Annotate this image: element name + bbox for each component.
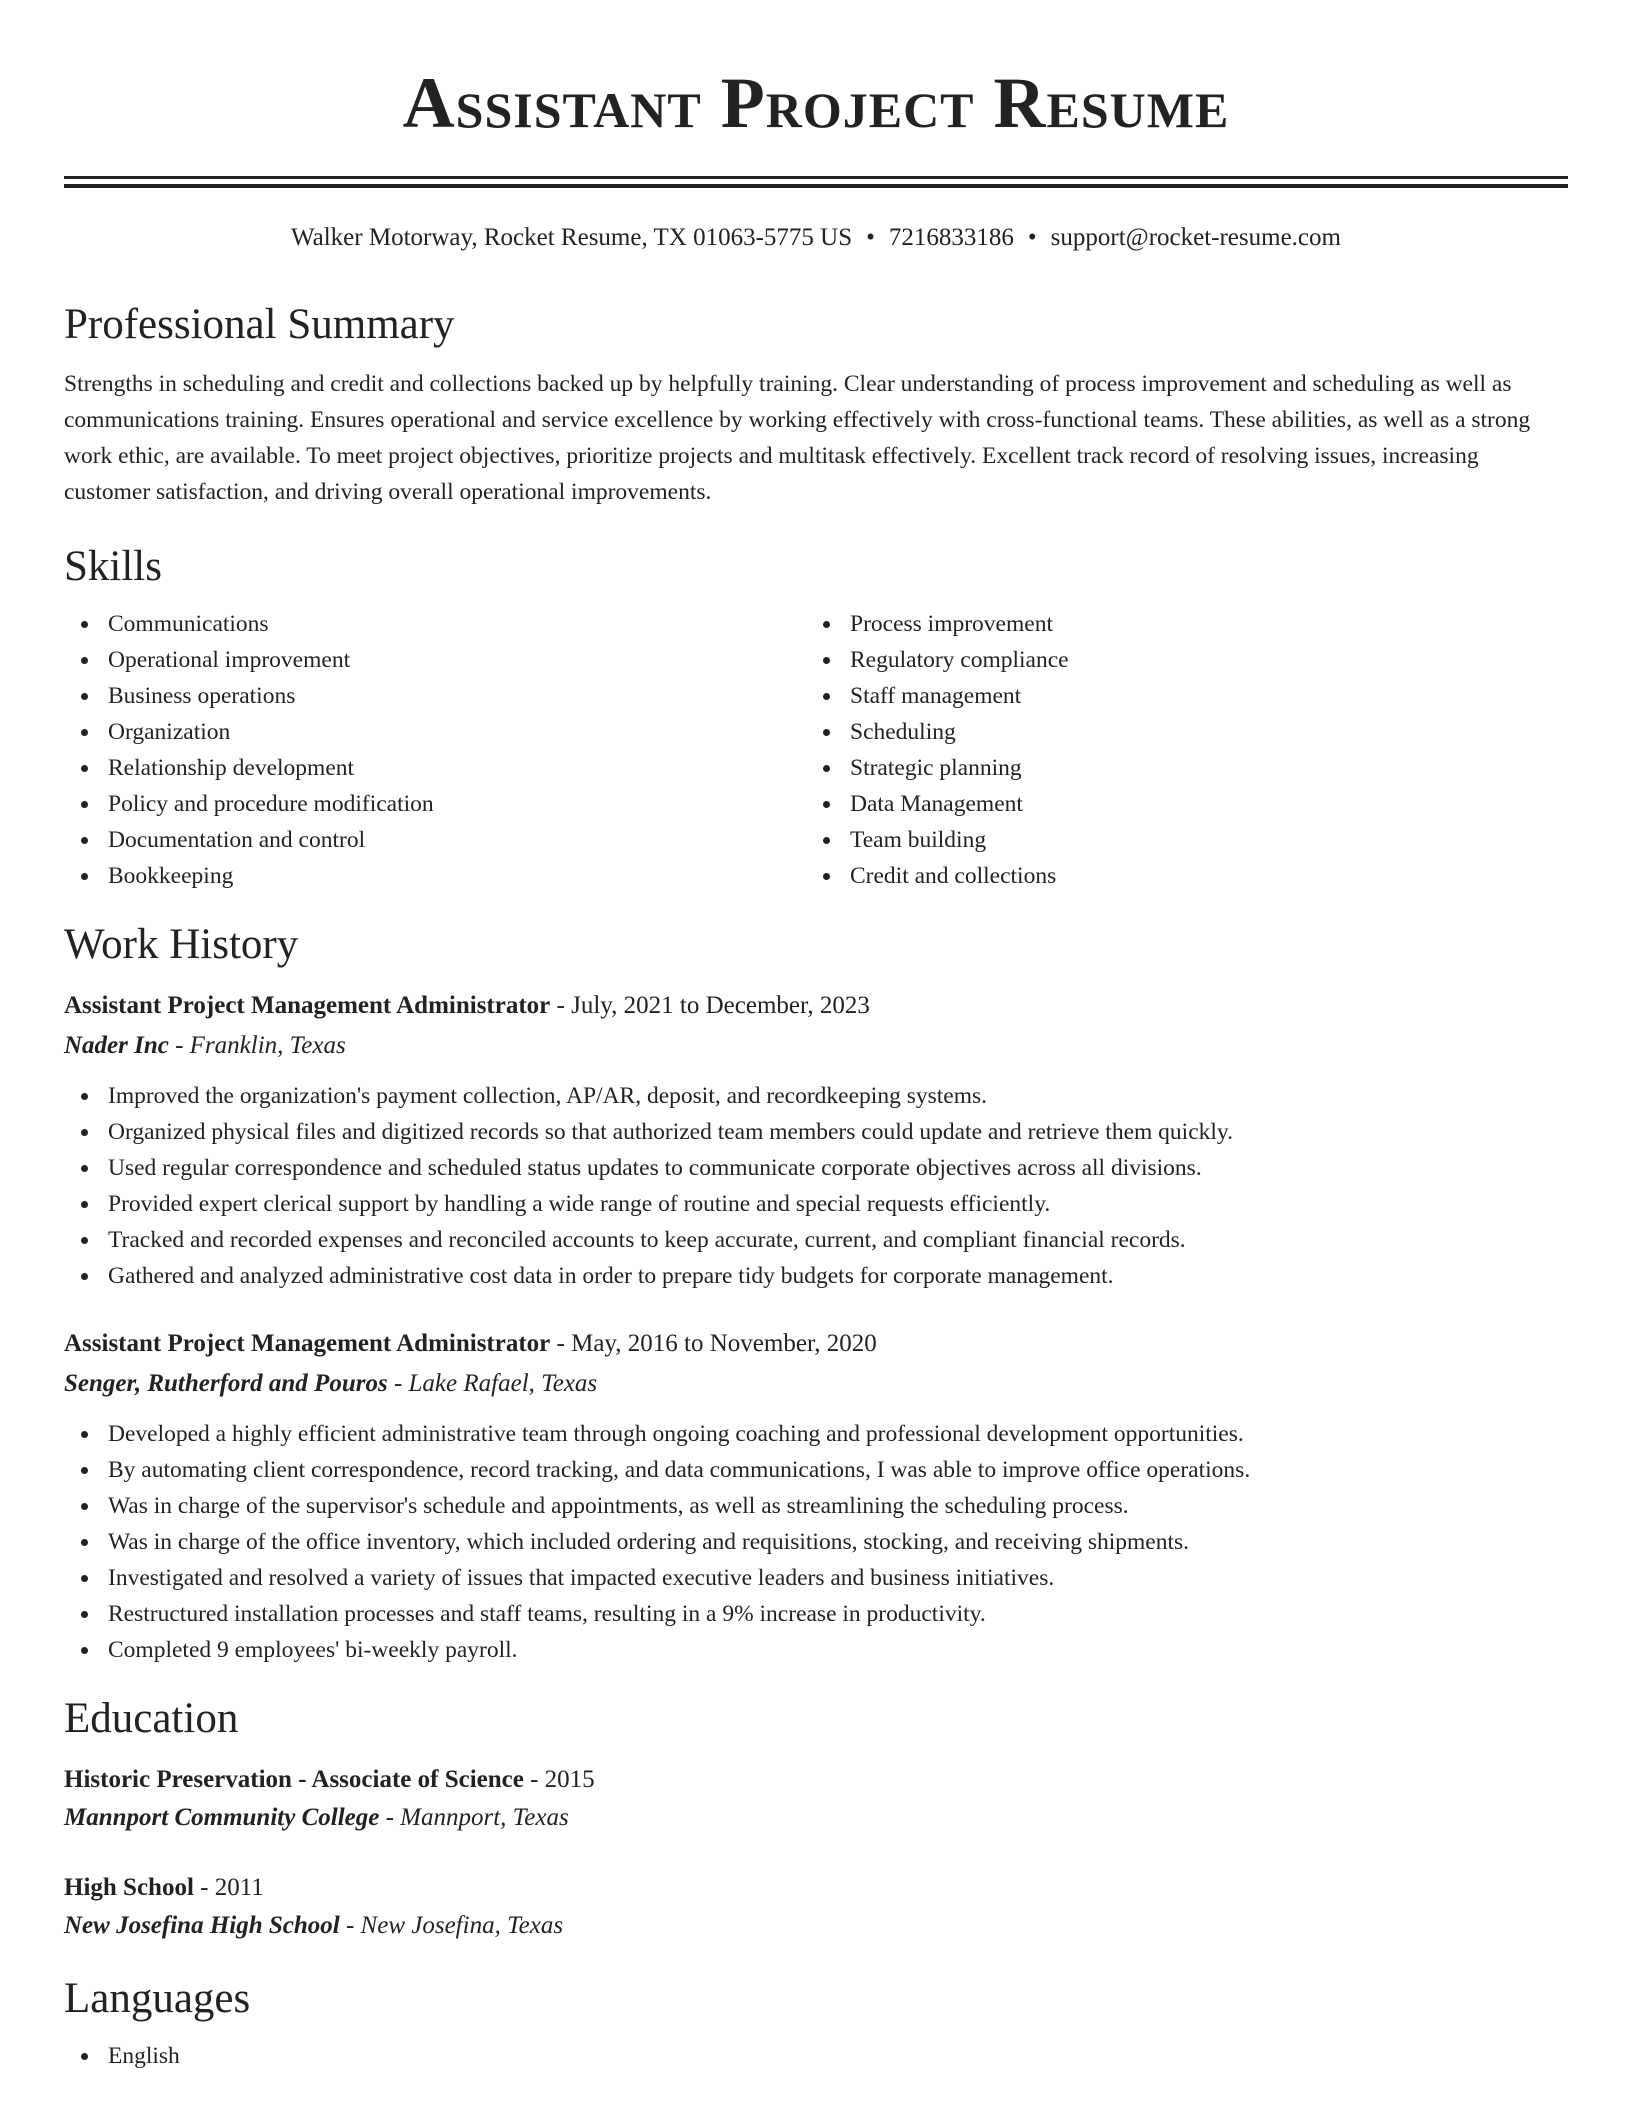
language-item: English: [64, 2038, 1568, 2074]
job-duty: Tracked and recorded expenses and reconciled accounts to keep accurate, current, and compliant financial records.: [64, 1222, 1568, 1258]
skills-column-right: [806, 606, 1548, 894]
skill-item: Regulatory compliance: [806, 642, 1548, 678]
job-duty: Completed 9 employees' bi-weekly payroll.: [64, 1632, 1568, 1668]
skill-item: Data Management: [806, 786, 1548, 822]
summary-text: Strengths in scheduling and credit and collections backed up by helpfully training. Clear understanding of process improvement and scheduling as well as communications training. Ensures operational and service excellence by working effectively with cross-functional teams. These abilities, as well as a strong work ethic, are available. To meet project objectives, prioritize projects and multitask effectively. Excellent track record of resolving issues, increasing customer satisfaction, and driving overall operational improvements.: [64, 371, 1531, 505]
job-duty: Improved the organization's payment collection, AP/AR, deposit, and recordkeeping systems.: [64, 1078, 1568, 1114]
education-institution: [64, 1800, 1568, 1836]
skill-item: Documentation and control: [64, 822, 806, 858]
skill-item: Process improvement: [806, 606, 1548, 642]
skill-item: Communications: [64, 606, 806, 642]
section-heading-languages: Languages: [64, 1975, 251, 2022]
skills-section: [64, 540, 1568, 894]
skills-column-left: [64, 606, 806, 894]
job-company: Nader Inc: [64, 1032, 169, 1059]
job-duty: Developed a highly efficient administrative team through ongoing coaching and professional development opportunities.: [64, 1416, 1568, 1452]
job-title: Assistant Project Management Administrator: [64, 992, 551, 1019]
skill-item: Organization: [64, 714, 806, 750]
skill-item: Business operations: [64, 678, 806, 714]
title-rule-thick: [64, 184, 1568, 188]
job-header: [64, 988, 1568, 1024]
section-heading-education: Education: [64, 1695, 239, 1742]
education-header: [64, 1870, 1568, 1906]
skill-item: Staff management: [806, 678, 1548, 714]
contact-address: Walker Motorway, Rocket Resume, TX 01063-5775 US: [291, 224, 853, 251]
education-school: Mannport Community College: [64, 1804, 380, 1831]
work-section: [64, 918, 1568, 1668]
job-dates: - May, 2016 to November, 2020: [556, 1330, 877, 1357]
skill-item: Credit and collections: [806, 858, 1548, 894]
job-duty: Provided expert clerical support by handling a wide range of routine and special requests efficiently.: [64, 1186, 1568, 1222]
education-location: - New Josefina, Texas: [345, 1912, 564, 1939]
job-entry: [64, 1326, 1568, 1668]
job-duty: Used regular correspondence and scheduled status updates to communicate corporate objectives across all divisions.: [64, 1150, 1568, 1186]
job-duty: Was in charge of the office inventory, which included ordering and requisitions, stocking, and receiving shipments.: [64, 1524, 1568, 1560]
title-rule-thin: [64, 176, 1568, 179]
job-entry: [64, 988, 1568, 1294]
job-duties: [64, 1078, 1568, 1294]
job-company: Senger, Rutherford and Pouros: [64, 1370, 388, 1397]
education-degree: Historic Preservation - Associate of Science: [64, 1766, 524, 1793]
contact-separator: •: [866, 224, 875, 251]
languages-list: [64, 2038, 1568, 2074]
job-header: [64, 1326, 1568, 1362]
job-duty: Restructured installation processes and staff teams, resulting in a 9% increase in productivity.: [64, 1596, 1568, 1632]
job-duty: By automating client correspondence, record tracking, and data communications, I was able to improve office operations.: [64, 1452, 1568, 1488]
skill-item: Scheduling: [806, 714, 1548, 750]
skill-item: Team building: [806, 822, 1548, 858]
job-location: - Lake Rafael, Texas: [393, 1370, 598, 1397]
resume-title: Assistant Project Resume: [402, 63, 1230, 143]
education-location: - Mannport, Texas: [385, 1804, 569, 1831]
education-degree: High School: [64, 1874, 194, 1901]
job-dates: - July, 2021 to December, 2023: [556, 992, 870, 1019]
education-entry: [64, 1762, 1568, 1836]
section-heading-summary: Professional Summary: [64, 301, 455, 348]
job-employer: [64, 1028, 1568, 1064]
education-year: - 2011: [200, 1874, 264, 1901]
contact-separator: •: [1027, 224, 1037, 251]
job-duty: Was in charge of the supervisor's schedule and appointments, as well as streamlining the scheduling process.: [64, 1488, 1568, 1524]
education-institution: [64, 1908, 1568, 1944]
skill-item: Policy and procedure modification: [64, 786, 806, 822]
education-school: New Josefina High School: [64, 1912, 340, 1939]
summary-section: [64, 298, 1568, 510]
job-duty: Investigated and resolved a variety of issues that impacted executive leaders and business initiatives.: [64, 1560, 1568, 1596]
section-heading-skills: Skills: [64, 543, 162, 590]
contact-email: support@rocket-resume.com: [1050, 224, 1341, 251]
education-entry: [64, 1870, 1568, 1944]
job-employer: [64, 1366, 1568, 1402]
education-year: - 2015: [530, 1766, 595, 1793]
job-title: Assistant Project Management Administrator: [64, 1330, 551, 1357]
job-duty: Organized physical files and digitized records so that authorized team members could update and retrieve them quickly.: [64, 1114, 1568, 1150]
skill-item: Relationship development: [64, 750, 806, 786]
skill-item: Operational improvement: [64, 642, 806, 678]
contact-line: [64, 222, 1568, 254]
skill-item: Bookkeeping: [64, 858, 806, 894]
job-duties: [64, 1416, 1568, 1668]
education-header: [64, 1762, 1568, 1798]
job-duty: Gathered and analyzed administrative cost data in order to prepare tidy budgets for corporate management.: [64, 1258, 1568, 1294]
contact-phone: 7216833186: [888, 224, 1014, 251]
skill-item: Strategic planning: [806, 750, 1548, 786]
section-heading-work: Work History: [64, 921, 299, 968]
job-location: - Franklin, Texas: [175, 1032, 346, 1059]
education-section: [64, 1692, 1568, 1944]
skills-grid: [64, 606, 1568, 894]
languages-section: [64, 1972, 1568, 2074]
